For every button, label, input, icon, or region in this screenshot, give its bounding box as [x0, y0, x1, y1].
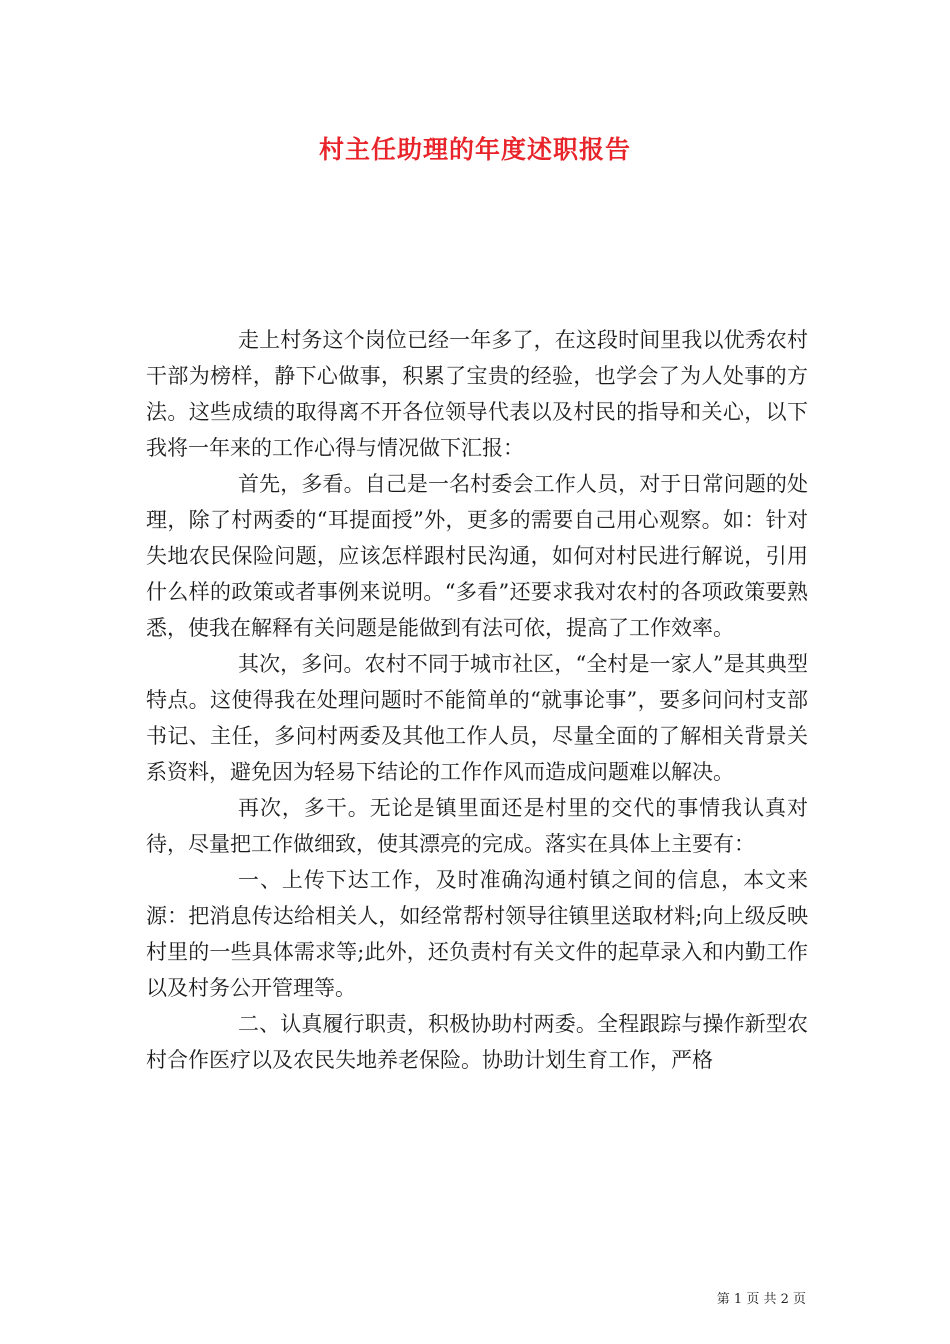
document-body: [146, 322, 808, 1078]
paragraph-first-look: 首先，多看。自己是一名村委会工作人员，对于日常问题的处理，除了村两委的“耳提面授”外，更多的需要自己用心观察。如：针对失地农民保险问题，应该怎样跟村民沟通，如何对村民进行解说，引用什么样的政策或者事例来说明。“多看”还要求我对农村的各项政策要熟悉，使我在解释有关问题是能做到有法可依，提高了工作效率。: [146, 472, 808, 640]
paragraph-intro: 走上村务这个岗位已经一年多了，在这段时间里我以优秀农村干部为榜样，静下心做事，积累了宝贵的经验，也学会了为人处事的方法。这些成绩的取得离不开各位领导代表以及村民的指导和关心，以下我将一年来的工作心得与情况做下汇报：: [146, 328, 808, 460]
paragraph-third-do: 再次，多干。无论是镇里面还是村里的交代的事情我认真对待，尽量把工作做细致，使其漂亮的完成。落实在具体上主要有：: [146, 796, 808, 856]
paragraph-second-ask: 其次，多问。农村不同于城市社区，“全村是一家人”是其典型特点。这使得我在处理问题时不能简单的“就事论事”，要多问问村支部书记、主任，多问村两委及其他工作人员，尽量全面的了解相关背景关系资料，避免因为轻易下结论的工作作风而造成问题难以解决。: [146, 652, 808, 784]
page-number-footer: 第 1 页 共 2 页: [716, 1292, 806, 1307]
document-title: 村主任助理的年度述职报告: [318, 135, 631, 164]
paragraph-item-two: 二、认真履行职责，积极协助村两委。全程跟踪与操作新型农村合作医疗以及农民失地养老保险。协助计划生育工作，严格: [146, 1012, 808, 1072]
paragraph-item-one: 一、上传下达工作，及时准确沟通村镇之间的信息，本文来源：把消息传达给相关人，如经常帮村领导往镇里送取材料;向上级反映村里的一些具体需求等;此外，还负责村有关文件的起草录入和内勤工作以及村务公开管理等。: [146, 868, 808, 1000]
